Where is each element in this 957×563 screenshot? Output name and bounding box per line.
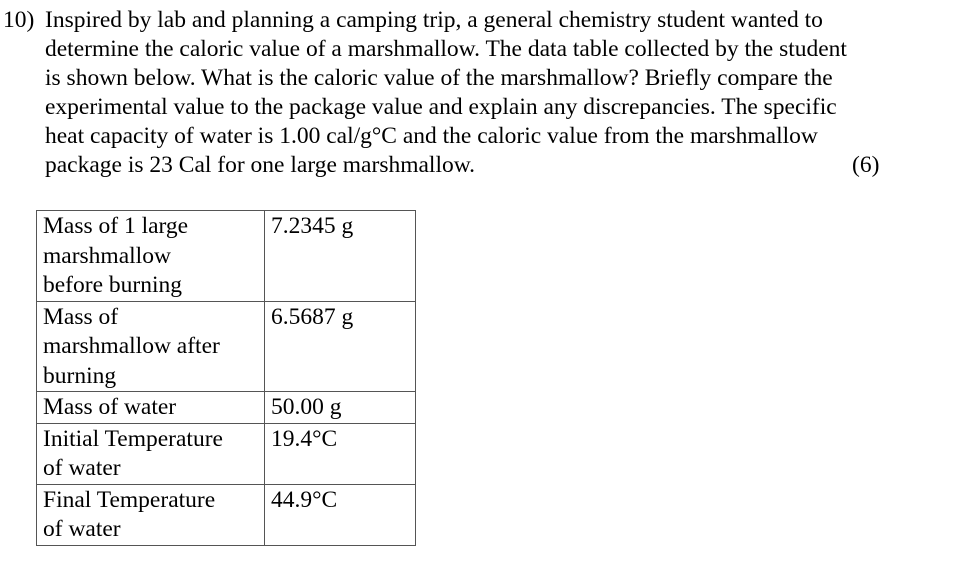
table-row: [37, 392, 416, 424]
data-table: [36, 210, 416, 546]
row-value: 44.9°C: [265, 484, 416, 545]
row-label: [37, 423, 265, 484]
row-label-line: before burning: [43, 272, 182, 298]
row-label-line: Initial Temperature: [43, 425, 223, 452]
row-value: 7.2345 g: [265, 211, 416, 302]
row-label-line: Mass of 1 large: [43, 213, 189, 239]
row-label-line: marshmallow after: [43, 333, 220, 359]
row-label-line: of water: [43, 455, 121, 481]
row-value: 19.4°C: [265, 423, 416, 484]
row-label: [37, 484, 265, 545]
row-label-line: Mass of: [43, 303, 119, 330]
row-label-line: Final Temperature: [43, 486, 216, 513]
row-value: 50.00 g: [265, 392, 416, 424]
table-row: [37, 423, 416, 484]
row-label-line: marshmallow: [43, 242, 171, 269]
table-row: [37, 211, 416, 302]
row-label-line: burning: [43, 362, 117, 389]
table-row: [37, 301, 416, 392]
question-number: 10): [3, 7, 35, 33]
question-text-line-2: determine the caloric value of a marshmallow. The data table collected by the student: [45, 36, 847, 62]
question-text-line-4: experimental value to the package value and explain any discrepancies. The specific: [45, 94, 837, 120]
row-label-line: Mass of water: [43, 394, 177, 420]
table-row: [37, 484, 416, 545]
question-text-line-5: heat capacity of water is 1.00 cal/g°C and the caloric value from the marshmallow: [45, 123, 818, 149]
row-label-line: of water: [43, 516, 121, 542]
question-text-line-1: Inspired by lab and planning a camping trip, a general chemistry student wanted to: [45, 7, 823, 33]
row-label: [37, 392, 265, 424]
row-value: 6.5687 g: [265, 301, 416, 392]
question-points: (6): [852, 152, 880, 178]
question-text-line-6: package is 23 Cal for one large marshmallow.: [45, 152, 476, 178]
question-text-line-3: is shown below. What is the caloric value of the marshmallow? Briefly compare the: [45, 65, 833, 91]
row-label: [37, 211, 265, 302]
row-label: [37, 301, 265, 392]
